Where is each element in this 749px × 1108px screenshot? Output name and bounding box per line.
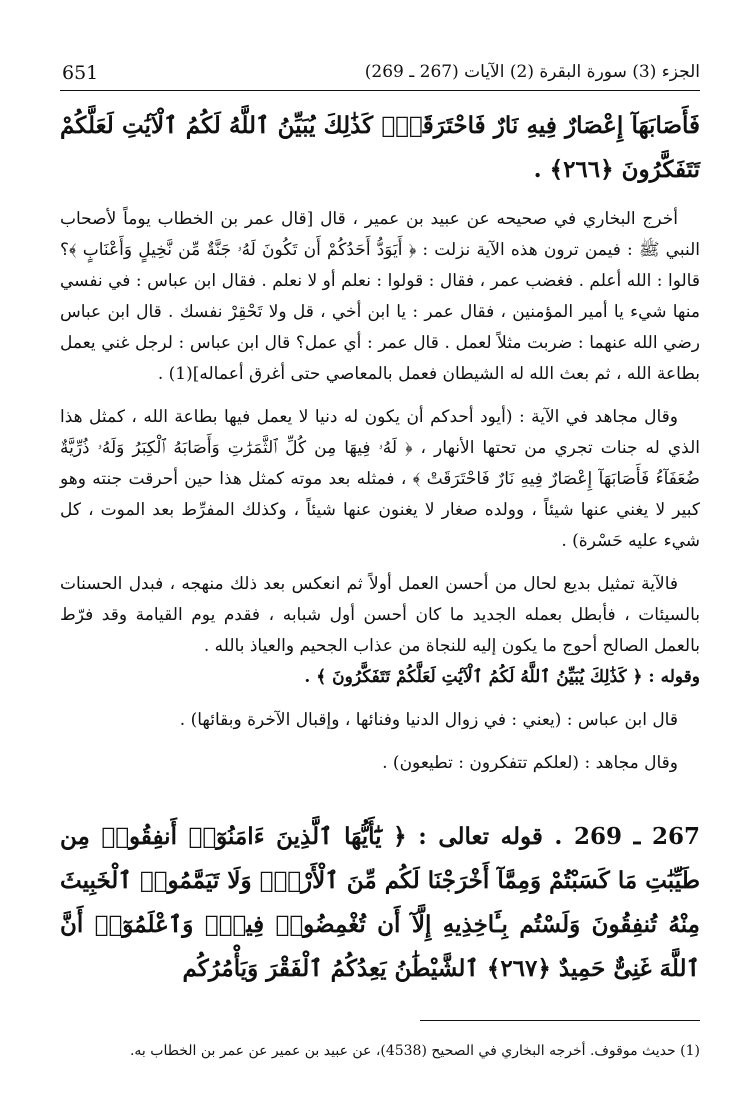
quran-verse-266: فَأَصَابَهَآ إِعْصَارٌ فِيهِ نَارٌ فَاحْتَرَقَتْۗ كَذَٰلِكَ يُبَيِّنُ ٱللَّهُ لَكُمُ ٱلْآيَٰتِ لَعَلَّكُمْ تَتَفَكَّرُونَ ﴿٢٦٦﴾ .: [60, 112, 700, 183]
page-body: [60, 104, 700, 991]
footnote-divider: [420, 1020, 700, 1021]
quran-verses-267-269: 267 ـ 269 . قوله تعالى : ﴿ يَٰٓأَيُّهَا ٱلَّذِينَ ءَامَنُوٓا۟ أَنفِقُوا۟ مِن طَيِّبَٰتِ مَا كَسَبْتُمْ وَمِمَّآ أَخْرَجْنَا لَكُم مِّنَ ٱلْأَرْضِۖ وَلَا تَيَمَّمُوا۟ ٱلْخَبِيثَ مِنْهُ تُنفِقُونَ وَلَسْتُم بِـَٔاخِذِيهِ إِلَّآ أَن تُغْمِضُوا۟ فِيهِۚ وَٱعْلَمُوٓا۟ أَنَّ ٱللَّهَ غَنِىٌّ حَمِيدٌ ﴿٢٦٧﴾ ٱلشَّيْطَٰنُ يَعِدُكُمُ ٱلْفَقْرَ وَيَأْمُرُكُم: [60, 823, 700, 982]
page-number: 651: [62, 62, 99, 84]
paragraph-bukhari-hadith: أخرج البخاري في صحيحه عن عبيد بن عمير ، قال [قال عمر بن الخطاب يوماً لأصحاب النبي ﷺ : فيمن ترون هذه الآية نزلت : ﴿ أَيَوَدُّ أَحَدُكُمْ أَن تَكُونَ لَهُۥ جَنَّةٌ مِّن نَّخِيلٍ وَأَعْنَابٍ ﴾؟ قالوا : الله أعلم . فغضب عمر ، فقال : قولوا : نعلم أو لا نعلم . فقال ابن عباس : في نفسي منها شيء يا أمير المؤمنين ، فقال عمر : يا ابن أخي ، قل ولا تَحْقِرْ نفسك . قال ابن عباس رضي الله عنهما : ضربت مثلاً لعمل . قال عمر : أي عمل؟ قال ابن عباس : لرجل غني يعمل بطاعة الله ، ثم بعث الله له الشيطان فعمل بالمعاصي حتى أغرق أعماله](1) .: [60, 209, 700, 384]
paragraph-mujahid: وقال مجاهد : (لعلكم تتفكرون : تطيعون) .: [382, 753, 678, 773]
paragraph-qawluhu: وقوله : ﴿ كَذَٰلِكَ يُبَيِّنُ ٱللَّهُ لَكُمُ ٱلْآيَٰتِ لَعَلَّكُمْ تَتَفَكَّرُونَ ﴾ .: [304, 667, 700, 687]
paragraph-mujahid-tafsir: وقال مجاهد في الآية : (أيود أحدكم أن يكون له دنيا لا يعمل فيها بطاعة الله ، كمثل هذا الذي له جنات تجري من تحتها الأنهار ، ﴿ لَهُۥ فِيهَا مِن كُلِّ ٱلثَّمَرَٰتِ وَأَصَابَهُ ٱلْكِبَرُ وَلَهُۥ ذُرِّيَّةٌ ضُعَفَآءُ فَأَصَابَهَآ إِعْصَارٌ فِيهِ نَارٌ فَاحْتَرَقَتْ ﴾ ، فمثله بعد موته كمثل هذا حين أحرقت جنته وهو كبير لا يغني عنها شيئاً ، وولده صغار لا يغنون عنها شيئاً ، وكذلك المفرِّط بعد الموت ، كل شيء عليه حَسْرة) .: [60, 407, 700, 551]
running-title: الجزء (3) سورة البقرة (2) الآيات (267 ـ 269): [364, 62, 700, 82]
page-header: [60, 56, 700, 92]
paragraph-explanation: فالآية تمثيل بديع لحال من أحسن العمل أولاً ثم انعكس بعد ذلك منهجه ، فبدل الحسنات بالسيئات ، فأبطل بعمله الجديد ما كان أحسن أول شبابه ، فقدم يوم القيامة وقد فرّط بالعمل الصالح أحوج ما يكون إليه للنجاة من عذاب الجحيم والعياذ بالله .: [60, 574, 700, 656]
footnote: (1) حديث موقوف. أخرجه البخاري في الصحيح (4538)، عن عبيد بن عمير عن عمر بن الخطاب به.: [129, 1043, 700, 1059]
paragraph-ibn-abbas: قال ابن عباس : (يعني : في زوال الدنيا وفنائها ، وإقبال الآخرة وبقائها) .: [179, 710, 678, 730]
header-divider: [60, 90, 700, 91]
